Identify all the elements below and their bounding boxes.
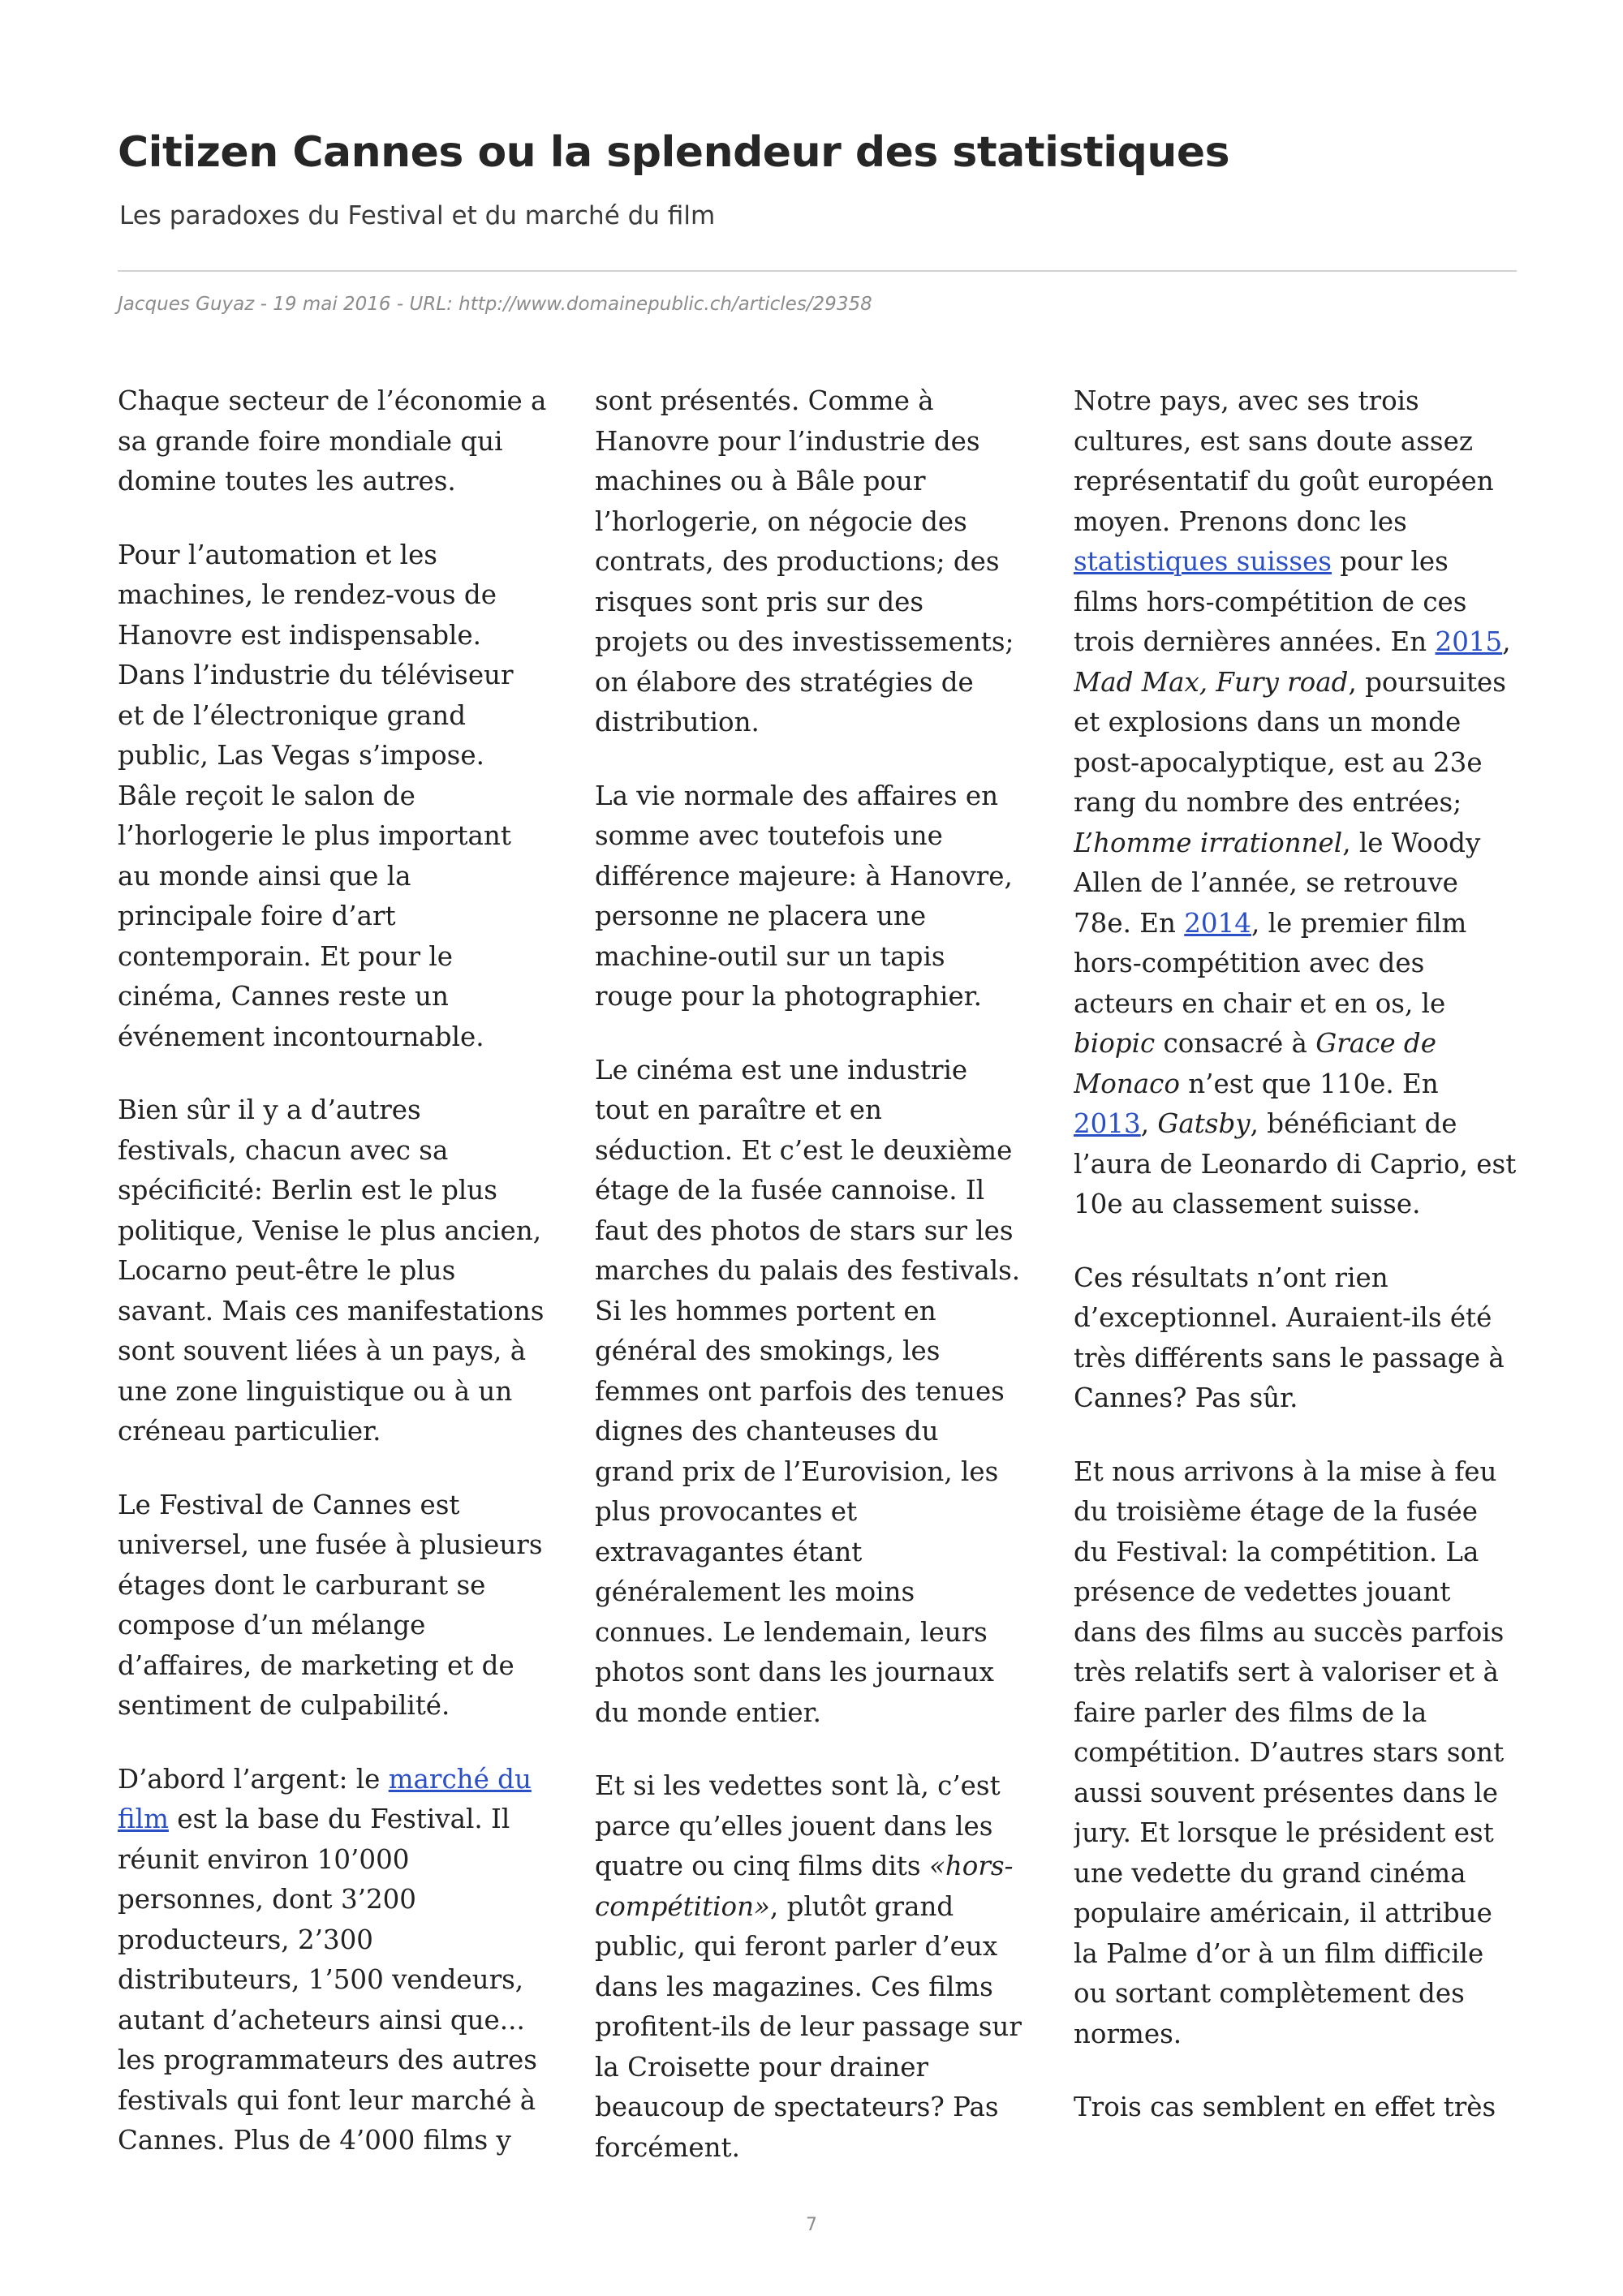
- paragraph: Pour l’automation et les machines, le rendez-vous de Hanovre est indispensable. Dans l’industrie du téléviseur et de l’électronique grand public, Las Vegas s’impose. Bâle reçoit le salon de l’horlogerie le plus important au monde ainsi que la principale foire d’art contemporain. Et pour le cinéma, Cannes reste un événement incontournable.: [118, 539, 514, 1052]
- emphasis-hors-competition: «hors-compétition»: [595, 1851, 1014, 1922]
- paragraph-text: pour les films hors-compétition de ces trois dernières années. En: [1074, 546, 1467, 657]
- paragraph: [1074, 381, 1517, 1225]
- film-title: L’homme irrationnel: [1074, 827, 1343, 858]
- film-title: Gatsby: [1157, 1108, 1251, 1139]
- article-subtitle: Les paradoxes du Festival et du marché du film: [119, 201, 716, 230]
- paragraph-text: est la base du Festival. Il réunit environ 10’000 personnes, dont 3’200 producteurs, 2’300 distributeurs, 1’500 vendeurs, autant d’acheteurs ainsi que... les programmateurs des autres festivals qui font leur marché à Cannes. Plus de 4’000 films y: [118, 1804, 537, 2156]
- paragraph: Le Festival de Cannes est universel, une fusée à plusieurs étages dont le carburant se compose d’un mélange d’affaires, de marketing et de sentiment de culpabilité.: [118, 1489, 543, 1721]
- paragraph: Trois cas semblent en effet très: [1074, 2092, 1496, 2122]
- paragraph-text: n’est que 110e. En: [1179, 1068, 1439, 1099]
- paragraph: [595, 1766, 1025, 2168]
- page-number: 7: [806, 2215, 817, 2235]
- paragraph: La vie normale des affaires en somme avec toutefois une différence majeure: à Hanovre, personne ne placera une machine-outil sur un tapis rouge pour la photographier.: [595, 780, 1013, 1012]
- header-divider: [118, 270, 1517, 272]
- link-2013[interactable]: 2013: [1074, 1108, 1141, 1139]
- film-title: Mad Max, Fury road: [1074, 666, 1349, 698]
- emphasis-biopic: biopic: [1074, 1028, 1156, 1059]
- paragraph-text: ,: [1502, 626, 1511, 657]
- paragraph-text: Et si les vedettes sont là, c’est parce qu’elles jouent dans les quatre ou cinq films dits: [595, 1770, 1001, 1881]
- paragraph-text: D’abord l’argent: le: [118, 1763, 389, 1795]
- paragraph-text: , poursuites et explosions dans un monde post-apocalyptique, est au 23e rang du nombre des entrées;: [1074, 666, 1506, 818]
- paragraph-text: consacré à: [1155, 1028, 1316, 1059]
- link-2015[interactable]: 2015: [1435, 626, 1503, 657]
- paragraph-text: , bénéficiant de l’aura de Leonardo di Caprio, est 10e au classement suisse.: [1074, 1108, 1517, 1219]
- paragraph-text: , plutôt grand public, qui feront parler d’eux dans les magazines. Ces films profitent-ils de leur passage sur la Croisette pour drainer beaucoup de spectateurs? Pas forcément.: [595, 1890, 1022, 2163]
- film-title: Grace de Monaco: [1074, 1028, 1436, 1099]
- paragraph: Et nous arrivons à la mise à feu du troisième étage de la fusée du Festival: la compétition. La présence de vedettes jouant dans des films au succès parfois très relatifs sert à valoriser et à faire parler des films de la compétition. D’autres stars sont aussi souvent présentes dans le jury. Et lorsque le président est une vedette du grand cinéma populaire américain, il attribue la Palme d’or à un film difficile ou sortant complètement des normes.: [1074, 1455, 1505, 2049]
- link-statistiques-suisses[interactable]: statistiques suisses: [1074, 546, 1332, 577]
- paragraph: Chaque secteur de l’économie a sa grande foire mondiale qui domine toutes les autres.: [118, 385, 547, 497]
- paragraph-text: , le premier film hors-compétition avec des acteurs en chair et en os, le: [1074, 907, 1467, 1019]
- paragraph: [118, 1760, 548, 2161]
- paragraph-text: Notre pays, avec ses trois cultures, est sans doute assez représentatif du goût européen moyen. Prenons donc les: [1074, 385, 1494, 537]
- text-column-2: [595, 381, 1025, 2182]
- article-title: Citizen Cannes ou la splendeur des statistiques: [118, 128, 1230, 177]
- paragraph: Ces résultats n’ont rien d’exceptionnel. Auraient-ils été très différents sans le passage à Cannes? Pas sûr.: [1074, 1262, 1505, 1413]
- paragraph-text: , le Woody Allen de l’année, se retrouve 78e. En: [1074, 827, 1481, 939]
- paragraph-text: ,: [1140, 1108, 1158, 1139]
- article-byline: Jacques Guyaz - 19 mai 2016 - URL: http://www.domainepublic.ch/articles/29358: [118, 294, 872, 315]
- text-column-3: [1074, 381, 1517, 2182]
- link-marche-du-film[interactable]: marché du film: [118, 1763, 532, 1834]
- link-2014[interactable]: 2014: [1184, 907, 1251, 939]
- paragraph: Bien sûr il y a d’autres festivals, chacun avec sa spécificité: Berlin est le plus politique, Venise le plus ancien, Locarno peut-être le plus savant. Mais ces manifestations sont souvent liées à un pays, à une zone linguistique ou à un créneau particulier.: [118, 1094, 545, 1447]
- text-column-1: [118, 381, 548, 2182]
- paragraph: Le cinéma est une industrie tout en paraître et en séduction. Et c’est le deuxième étage de la fusée cannoise. Il faut des photos de stars sur les marches du palais des festivals. Si les hommes portent en général des smokings, les femmes ont parfois des tenues dignes des chanteuses du grand prix de l’Eurovision, les plus provocantes et extravagantes étant généralement les moins connues. Le lendemain, leurs photos sont dans les journaux du monde entier.: [595, 1054, 1021, 1728]
- paragraph: sont présentés. Comme à Hanovre pour l’industrie des machines ou à Bâle pour l’horlogerie, on négocie des contrats, des productions; des risques sont pris sur des projets ou des investissements; on élabore des stratégies de distribution.: [595, 385, 1014, 737]
